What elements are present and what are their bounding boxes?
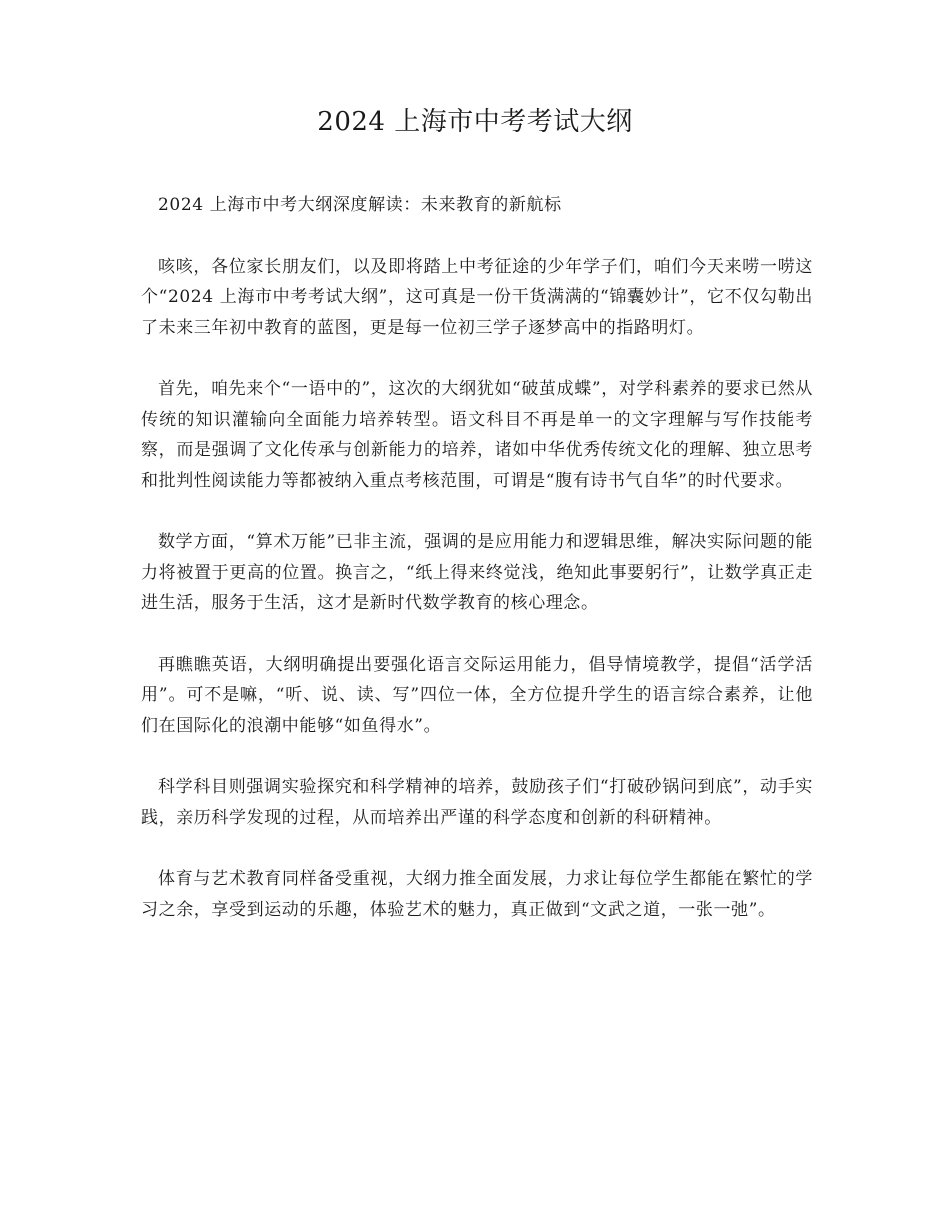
chinese-subject-paragraph: 首先，咱先来个“一语中的”，这次的大纲犹如“破茧成蝶”，对学科素养的要求已然从传统的知识灌输向全面能力培养转型。语文科目不再是单一的文字理解与写作技能考察，而是强调了文化传承与创新能力的培养，诸如中华优秀传统文化的理解、独立思考和批判性阅读能力等都被纳入重点考核范围，可谓是“腹有诗书气自华”的时代要求。 bbox=[141, 379, 813, 491]
intro-paragraph: 咳咳，各位家长朋友们，以及即将踏上中考征途的少年学子们，咱们今天来唠一唠这个“2024 上海市中考考试大纲”，这可真是一份干货满满的“锦囊妙计”，它不仅勾勒出了未来三年初中教育的蓝图，更是每一位初三学子逐梦高中的指路明灯。 bbox=[141, 256, 813, 338]
science-subject-paragraph: 科学科目则强调实验探究和科学精神的培养，鼓励孩子们“打破砂锅问到底”，动手实践，亲历科学发现的过程，从而培养出严谨的科学态度和创新的科研精神。 bbox=[141, 777, 813, 828]
math-subject-paragraph: 数学方面，“算术万能”已非主流，强调的是应用能力和逻辑思维，解决实际问题的能力将被置于更高的位置。换言之，“纸上得来终觉浅，绝知此事要躬行”，让数学真正走进生活，服务于生活，这才是新时代数学教育的核心理念。 bbox=[141, 532, 813, 613]
document-title: 2024 上海市中考考试大纲 bbox=[317, 107, 633, 137]
document-body bbox=[141, 190, 813, 956]
pe-art-paragraph: 体育与艺术教育同样备受重视，大纲力推全面发展，力求让每位学生都能在繁忙的学习之余，享受到运动的乐趣，体验艺术的魅力，真正做到“文武之道，一张一弛”。 bbox=[141, 869, 813, 920]
subtitle-paragraph: 2024 上海市中考大纲深度解读：未来教育的新航标 bbox=[158, 195, 562, 215]
english-subject-paragraph: 再瞧瞧英语，大纲明确提出要强化语言交际运用能力，倡导情境教学，提倡“活学活用”。可不是嘛，“听、说、读、写”四位一体，全方位提升学生的语言综合素养，让他们在国际化的浪潮中能够“如鱼得水”。 bbox=[141, 654, 813, 736]
